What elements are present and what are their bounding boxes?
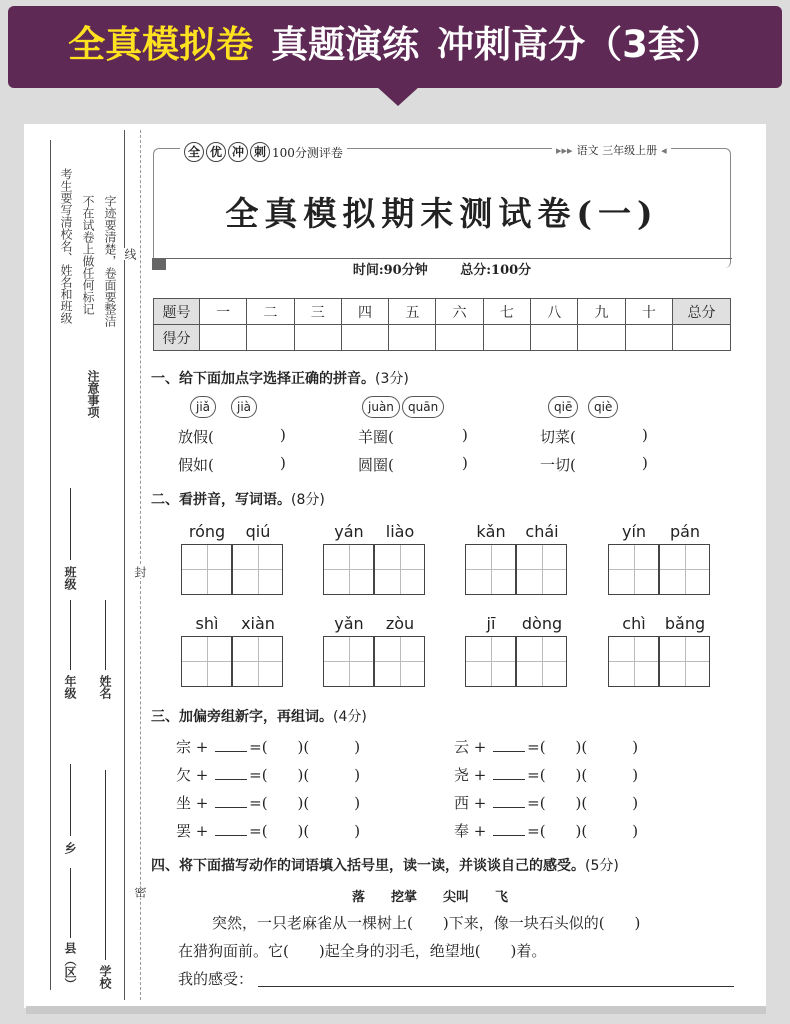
radical-blank[interactable]	[215, 751, 247, 752]
base-char: 尧	[454, 766, 470, 784]
q1-paren: )	[280, 454, 286, 472]
score-input[interactable]	[389, 325, 436, 351]
answer-parens: =( )( )	[527, 738, 639, 756]
score-cell: 总分	[673, 299, 731, 325]
school-label: 学校	[98, 965, 112, 989]
town-label: 乡	[63, 842, 77, 854]
q4-line-1: 突然，一只老麻雀从一棵树上( )下来，像一块石头似的( )	[212, 914, 641, 932]
grade-label: 年级	[63, 675, 77, 699]
subject-label	[552, 142, 671, 158]
q3-title-text: 三、加偏旁组新字，再组词。	[151, 709, 333, 725]
margin-line-inner	[124, 130, 125, 1000]
score-value-row	[154, 325, 731, 351]
exam-total: 总分:100分	[460, 263, 532, 278]
radical-row	[176, 792, 360, 813]
q3-title	[151, 706, 367, 726]
q1-word: 放假(	[178, 428, 214, 446]
score-input[interactable]	[436, 325, 483, 351]
score-input[interactable]	[483, 325, 530, 351]
writing-grid-cell[interactable]	[659, 636, 710, 687]
plus-sign: +	[191, 794, 214, 812]
notice-line-1: 考生要写清校名、姓名和班级	[59, 168, 73, 324]
score-cell: 四	[341, 299, 388, 325]
pinyin-label: yín	[621, 522, 647, 541]
q1-word: 圆圈(	[358, 456, 394, 474]
score-input[interactable]	[341, 325, 388, 351]
plus-sign: +	[469, 794, 492, 812]
q1-word: 假如(	[178, 456, 214, 474]
radical-row	[454, 736, 638, 757]
radical-row	[454, 764, 638, 785]
pinyin-label: chì	[622, 614, 646, 633]
grade-underline	[70, 600, 71, 670]
q1-paren: )	[462, 454, 468, 472]
cut-line	[140, 130, 141, 1000]
county-underline	[70, 868, 71, 938]
q2-title-text: 二、看拼音，写词语。	[151, 492, 291, 508]
radical-blank[interactable]	[215, 807, 247, 808]
name-label: 姓名	[98, 675, 112, 699]
base-char: 西	[454, 794, 470, 812]
base-char: 坐	[176, 794, 192, 812]
radical-blank[interactable]	[215, 835, 247, 836]
q1-paren: )	[280, 426, 286, 444]
writing-grid-cell[interactable]	[181, 544, 232, 595]
q1-points: (3分)	[375, 371, 409, 387]
plus-sign: +	[191, 738, 214, 756]
answer-parens: =( )( )	[249, 738, 361, 756]
school-underline	[105, 770, 106, 960]
radical-row	[454, 820, 638, 841]
answer-parens: =( )( )	[249, 766, 361, 784]
pinyin-label: kǎn	[476, 522, 506, 541]
arrow-right-icon: ▸▸▸	[556, 143, 573, 157]
pinyin-option: jià	[231, 396, 257, 418]
county-label: 县（区）	[63, 942, 77, 990]
banner-part1: 全真模拟卷	[68, 23, 254, 66]
base-char: 罢	[176, 822, 192, 840]
radical-row	[176, 820, 360, 841]
plus-sign: +	[469, 738, 492, 756]
q4-title-text: 四、将下面描写动作的词语填入括号里，读一读，并谈谈自己的感受。	[151, 858, 585, 874]
pinyin-label: chái	[525, 522, 559, 541]
score-input[interactable]	[294, 325, 341, 351]
brand-char: 冲	[228, 142, 248, 162]
radical-row	[176, 736, 360, 757]
brand-char: 刺	[250, 142, 270, 162]
q1-paren: )	[462, 426, 468, 444]
pinyin-label: dòng	[521, 614, 563, 633]
score-input[interactable]	[625, 325, 672, 351]
writing-grid-cell[interactable]	[465, 636, 516, 687]
brand-suffix: 100分测评卷	[272, 145, 343, 160]
writing-grid-cell[interactable]	[323, 636, 374, 687]
q2-title	[151, 489, 325, 509]
score-input[interactable]	[673, 325, 731, 351]
radical-blank[interactable]	[493, 807, 525, 808]
answer-parens: =( )( )	[249, 822, 361, 840]
answer-parens: =( )( )	[527, 822, 639, 840]
feeling-answer-line[interactable]	[258, 986, 734, 987]
q4-word-bank: 落 挖掌 尖叫 飞	[352, 890, 509, 905]
town-underline	[70, 764, 71, 836]
plus-sign: +	[191, 766, 214, 784]
notice-line-3: 字迹要清楚，卷面要整洁	[103, 195, 117, 327]
score-cell: 七	[483, 299, 530, 325]
base-char: 云	[454, 738, 470, 756]
q1-word: 一切(	[540, 456, 576, 474]
pinyin-label: qiú	[245, 522, 271, 541]
score-cell: 八	[531, 299, 578, 325]
pinyin-label: shì	[195, 614, 219, 633]
margin-line-outer	[50, 140, 51, 990]
answer-parens: =( )( )	[527, 766, 639, 784]
banner-part3: 冲刺高分（3套）	[437, 23, 722, 66]
radical-row	[454, 792, 638, 813]
brand-char: 全	[184, 142, 204, 162]
plus-sign: +	[469, 822, 492, 840]
q1-word: 羊圈(	[358, 428, 394, 446]
writing-grid-cell[interactable]	[323, 544, 374, 595]
score-cell: 二	[247, 299, 294, 325]
pinyin-label: jī	[486, 614, 496, 633]
seal-line-label: 线	[123, 248, 137, 260]
pinyin-label: yǎn	[334, 614, 364, 633]
score-input[interactable]	[578, 325, 625, 351]
score-cell: 题号	[154, 299, 200, 325]
score-input[interactable]	[247, 325, 294, 351]
radical-blank[interactable]	[493, 779, 525, 780]
writing-grid-cell[interactable]	[232, 544, 283, 595]
arrow-left-icon: ◂	[661, 143, 667, 157]
pinyin-option: qiè	[588, 396, 618, 418]
pinyin-label: xiàn	[241, 614, 275, 633]
writing-grid-cell[interactable]	[181, 636, 232, 687]
q4-points: (5分)	[585, 858, 619, 874]
pinyin-option: jiǎ	[190, 396, 216, 418]
writing-grid-cell[interactable]	[516, 544, 567, 595]
pinyin-label: liào	[385, 522, 415, 541]
pinyin-label: zòu	[385, 614, 415, 633]
q1-paren: )	[642, 426, 648, 444]
pinyin-label: róng	[188, 522, 226, 541]
notice-line-2: 不在试卷上做任何标记	[81, 195, 95, 315]
exam-title: 全真模拟期末测试卷(一)	[225, 194, 659, 233]
writing-grid-cell[interactable]	[374, 636, 425, 687]
score-input[interactable]	[531, 325, 578, 351]
notice-title: 注意事项	[86, 370, 100, 418]
banner-arrow	[376, 86, 420, 106]
answer-parens: =( )( )	[249, 794, 361, 812]
score-row-label: 得分	[154, 325, 200, 351]
score-table	[153, 298, 731, 351]
writing-grid-cell[interactable]	[608, 636, 659, 687]
pinyin-option: qiē	[548, 396, 578, 418]
exam-time: 时间:90分钟	[352, 263, 428, 278]
q1-title-text: 一、给下面加点字选择正确的拼音。	[151, 371, 375, 387]
class-underline	[70, 488, 71, 560]
banner-part2: 真题演练	[271, 23, 420, 66]
score-input[interactable]	[200, 325, 247, 351]
score-cell: 一	[200, 299, 247, 325]
pinyin-label: pán	[669, 522, 701, 541]
pinyin-label: bǎng	[664, 614, 706, 633]
answer-parens: =( )( )	[527, 794, 639, 812]
banner-title	[0, 0, 790, 82]
exam-info	[152, 259, 732, 278]
radical-row	[176, 764, 360, 785]
writing-grid-cell[interactable]	[374, 544, 425, 595]
writing-grid-cell[interactable]	[516, 636, 567, 687]
score-header-row	[154, 299, 731, 325]
q4-line-2: 在猎狗面前。它( )起全身的羽毛，绝望地( )着。	[178, 942, 547, 960]
radical-blank[interactable]	[215, 779, 247, 780]
brand-label	[180, 142, 347, 162]
name-underline	[105, 600, 106, 670]
pinyin-option: juàn	[362, 396, 400, 418]
class-label: 班级	[63, 566, 77, 590]
q4-title	[151, 855, 619, 875]
plus-sign: +	[469, 766, 492, 784]
brand-char: 优	[206, 142, 226, 162]
plus-sign: +	[191, 822, 214, 840]
pinyin-label: yán	[334, 522, 364, 541]
q1-title	[151, 368, 409, 388]
writing-grid-cell[interactable]	[232, 636, 283, 687]
radical-blank[interactable]	[493, 835, 525, 836]
writing-grid-cell[interactable]	[659, 544, 710, 595]
q1-word: 切菜(	[540, 428, 576, 446]
q3-points: (4分)	[333, 709, 367, 725]
score-cell: 六	[436, 299, 483, 325]
score-cell: 三	[294, 299, 341, 325]
q2-points: (8分)	[291, 492, 325, 508]
q1-paren: )	[642, 454, 648, 472]
writing-grid-cell[interactable]	[465, 544, 516, 595]
base-char: 欠	[176, 766, 192, 784]
q4-line-3: 我的感受：	[178, 970, 254, 988]
paper-shadow	[26, 1006, 766, 1014]
pinyin-option: quān	[402, 396, 444, 418]
base-char: 宗	[176, 738, 192, 756]
seal-label: 封	[133, 566, 147, 578]
writing-grid-cell[interactable]	[608, 544, 659, 595]
base-char: 奉	[454, 822, 470, 840]
secret-label: 密	[133, 886, 147, 898]
subject-text: 语文 三年级上册	[576, 144, 658, 157]
score-cell: 五	[389, 299, 436, 325]
score-cell: 十	[625, 299, 672, 325]
score-cell: 九	[578, 299, 625, 325]
radical-blank[interactable]	[493, 751, 525, 752]
